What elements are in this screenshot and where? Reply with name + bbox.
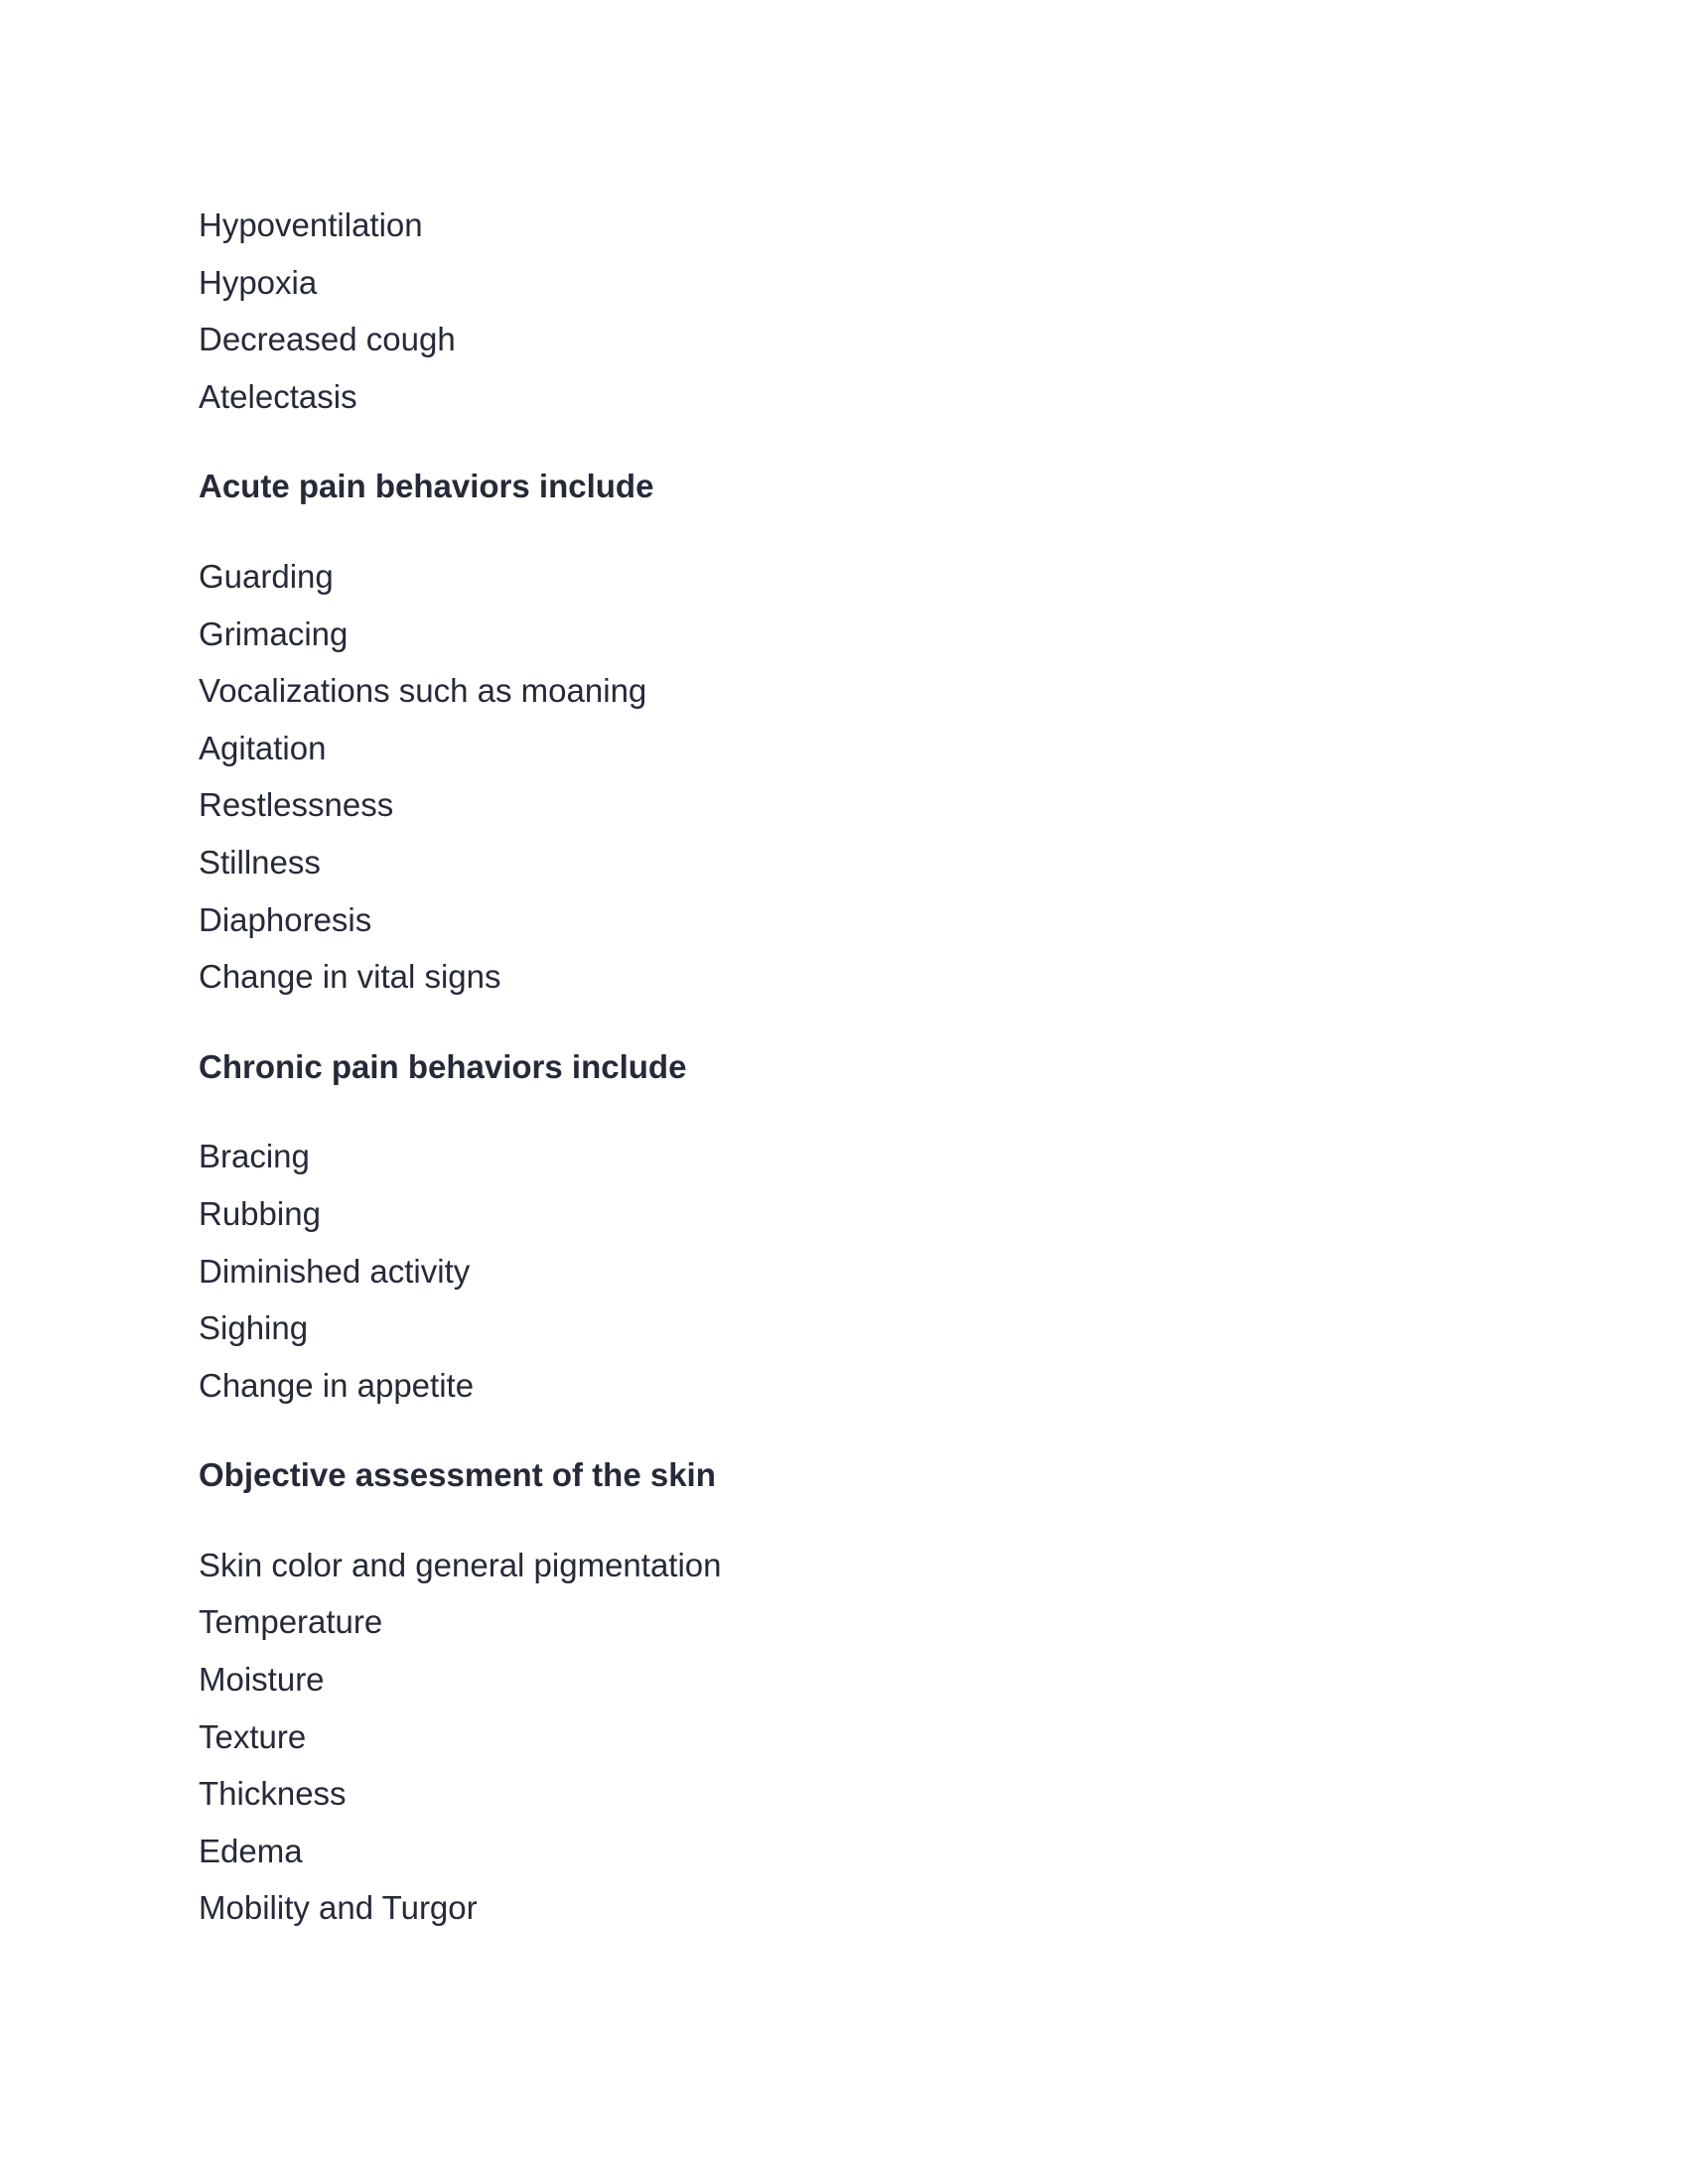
- section-chronic-pain: [199, 1038, 1489, 1415]
- list-item: Edema: [199, 1832, 303, 1869]
- document-page: [199, 197, 1489, 1937]
- skin-assessment-list: [199, 1537, 1489, 1937]
- list-item: Mobility and Turgor: [199, 1889, 478, 1927]
- section-heading: Objective assessment of the skin: [199, 1456, 716, 1494]
- list-item: Bracing: [199, 1138, 310, 1175]
- acute-pain-list: [199, 548, 1489, 1006]
- list-item: Restlessness: [199, 786, 394, 824]
- list-item: Diminished activity: [199, 1252, 471, 1290]
- list-item: Decreased cough: [199, 321, 456, 358]
- list-item: Guarding: [199, 557, 334, 595]
- list-item: Change in appetite: [199, 1366, 475, 1404]
- section-heading: Acute pain behaviors include: [199, 468, 654, 505]
- chronic-pain-list: [199, 1128, 1489, 1414]
- section-acute-pain: [199, 458, 1489, 1005]
- list-item: Texture: [199, 1717, 307, 1755]
- section-skin-assessment: [199, 1446, 1489, 1937]
- list-item: Rubbing: [199, 1194, 321, 1232]
- list-item: Hypoventilation: [199, 206, 423, 243]
- list-item: Diaphoresis: [199, 900, 372, 938]
- list-item: Hypoxia: [199, 263, 318, 301]
- list-item: Vocalizations such as moaning: [199, 672, 647, 710]
- list-item: Skin color and general pigmentation: [199, 1546, 722, 1583]
- list-item: Atelectasis: [199, 377, 357, 415]
- list-item: Change in vital signs: [199, 958, 501, 996]
- intro-list: [199, 197, 1489, 425]
- list-item: Stillness: [199, 843, 321, 881]
- list-item: Agitation: [199, 729, 327, 766]
- list-item: Moisture: [199, 1661, 325, 1699]
- list-item: Sighing: [199, 1309, 309, 1347]
- list-item: Grimacing: [199, 614, 349, 652]
- section-heading: Chronic pain behaviors include: [199, 1047, 687, 1085]
- list-item: Temperature: [199, 1603, 383, 1641]
- list-item: Thickness: [199, 1775, 347, 1813]
